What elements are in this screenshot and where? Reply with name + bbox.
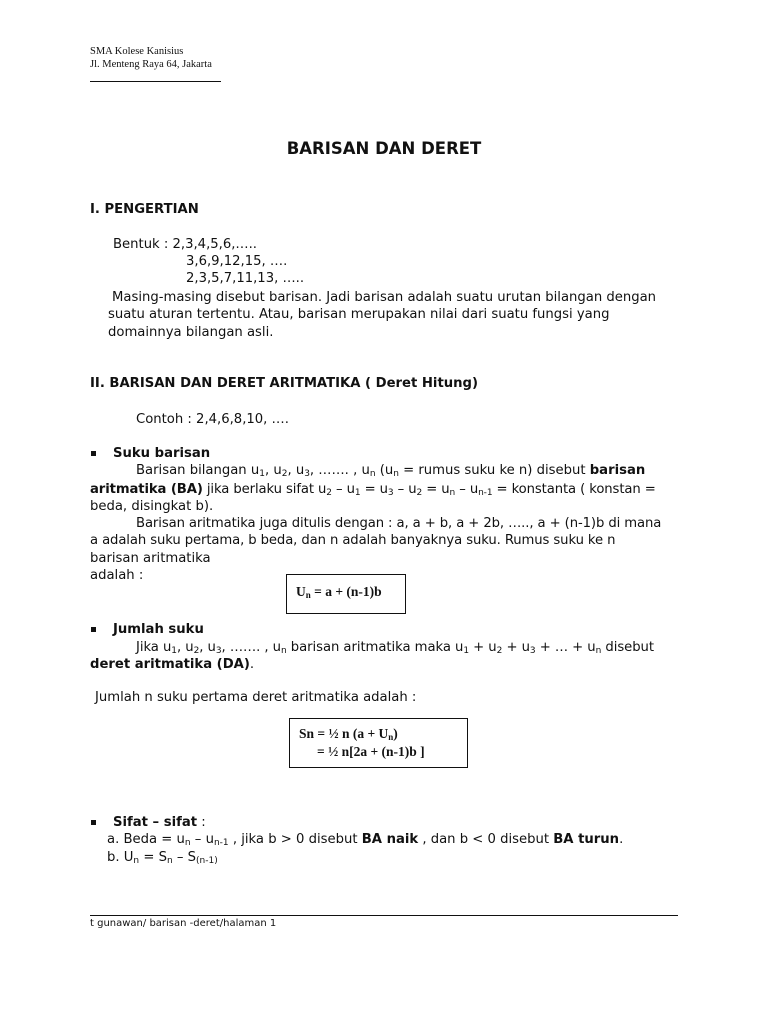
jumlah-line-2: deret aritmatika (DA).	[90, 657, 255, 672]
jumlah-line-3: Jumlah n suku pertama deret aritmatika adalah :	[95, 690, 417, 705]
bullet-icon	[91, 451, 96, 456]
sifat-heading: Sifat – sifat :	[113, 815, 206, 830]
jumlah-heading: Jumlah suku	[113, 622, 204, 637]
example-line-2: 3,6,9,12,15, ….	[186, 254, 288, 269]
footer-rule	[90, 915, 678, 916]
suku-line-1: Barisan bilangan $u_1$, $u_2$, $u_3$, ……. , $u_n$ ($u_n$ = rumus suku ke n) disebut barisan	[136, 463, 646, 479]
school-name: SMA Kolese Kanisius	[90, 46, 184, 57]
page-title: BARISAN DAN DERET	[286, 139, 482, 158]
formula-un: $U_n = a + (n-1)b$	[296, 584, 382, 600]
example-arithmetic: Contoh : 2,4,6,8,10, ….	[136, 412, 289, 427]
bullet-icon	[91, 627, 96, 632]
school-address: Jl. Menteng Raya 64, Jakarta	[90, 59, 212, 70]
section-1-heading: I. PENGERTIAN	[90, 202, 199, 217]
jumlah-line-1: Jika $u_1$, $u_2$, $u_3$, ……. , $u_n$ barisan aritmatika maka $u_1 + u_2 + u_3$ + … + $u_n$ disebut	[136, 640, 654, 656]
definition-line-3: domainnya bilangan asli.	[108, 325, 274, 340]
formula-sn-2: = ½ n[2a + (n-1)b ]	[317, 744, 425, 759]
sifat-item-a: a. Beda = $u_n - u_{n-1}$ , jika b > 0 disebut BA naik , dan b < 0 disebut BA turun.	[107, 832, 624, 848]
bullet-icon	[91, 820, 96, 825]
formula-box-sn	[289, 718, 468, 768]
suku-line-7: adalah :	[90, 568, 144, 583]
suku-heading: Suku barisan	[113, 446, 211, 461]
formula-box-un	[286, 574, 406, 614]
definition-line-2: suatu aturan tertentu. Atau, barisan merupakan nilai dari suatu fungsi yang	[108, 307, 610, 322]
example-line-1: Bentuk : 2,3,4,5,6,…..	[113, 237, 257, 252]
sifat-item-b: b. $U_n = S_n - S_{(n-1)}$	[107, 850, 218, 866]
header-rule	[90, 81, 221, 82]
suku-line-4: Barisan aritmatika juga ditulis dengan : a, a + b, a + 2b, ….., a + (n-1)b di mana	[136, 516, 662, 531]
section-2-heading: II. BARISAN DAN DERET ARITMATIKA ( Deret Hitung)	[90, 376, 478, 391]
example-line-3: 2,3,5,7,11,13, …..	[186, 271, 305, 286]
suku-line-5: a adalah suku pertama, b beda, dan n adalah banyaknya suku. Rumus suku ke n	[90, 533, 616, 548]
footer-text: t gunawan/ barisan -deret/halaman 1	[90, 918, 277, 929]
suku-line-2: aritmatika (BA) jika berlaku sifat $u_2 - u_1 = u_3 - u_2 = u_n - u_{n-1}$ = konstanta ( konstan =	[90, 482, 656, 498]
suku-line-3: beda, disingkat b).	[90, 499, 214, 514]
formula-sn-1: Sn = ½ n $(a + U_n)$	[299, 726, 398, 742]
definition-line-1: Masing-masing disebut barisan. Jadi barisan adalah suatu urutan bilangan dengan	[112, 290, 657, 305]
suku-line-6: barisan aritmatika	[90, 551, 211, 566]
